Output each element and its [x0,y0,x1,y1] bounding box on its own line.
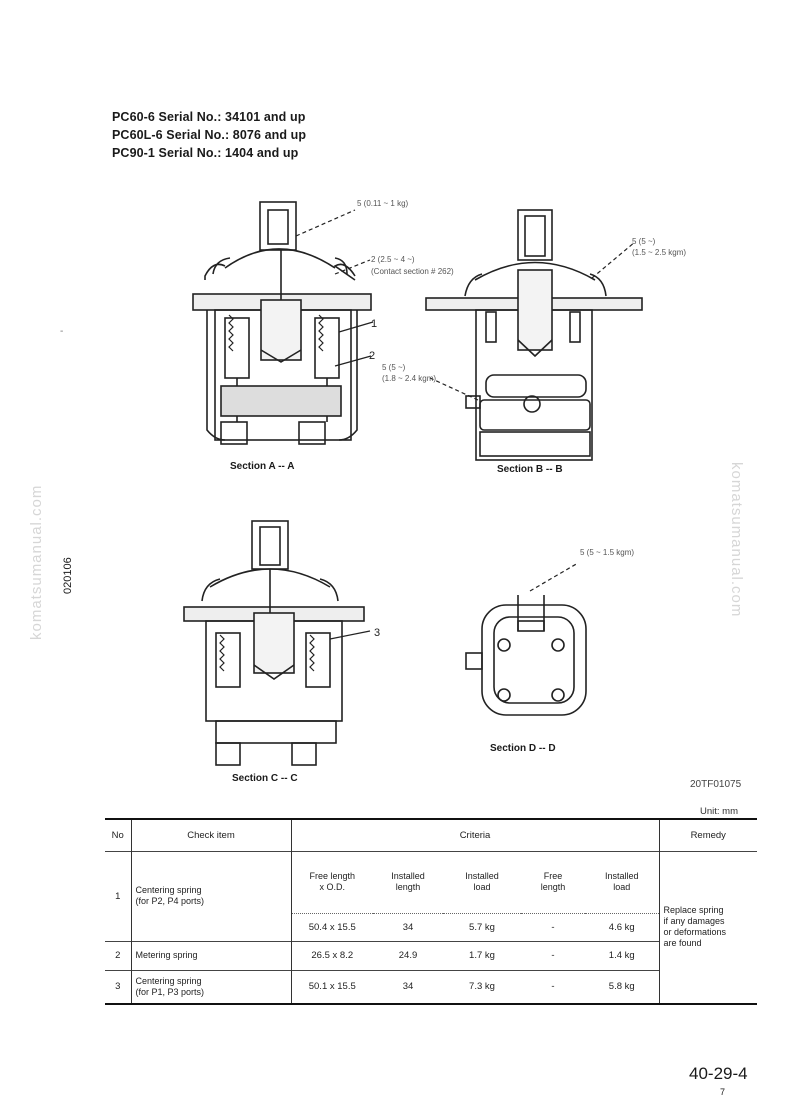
subheader-installed-length-1: Installed [391,871,425,881]
row-1-free-length-od: 50.4 x 15.5 [291,913,373,941]
subheader-installed-load-repair-1: Installed [604,871,639,881]
row-2-no: 2 [115,950,121,961]
header-check-item: Check item [131,819,291,851]
row-3-installed-load-repair: 5.8 kg [608,981,635,993]
header-remedy: Remedy [659,819,757,851]
section-b-note-side-2: (1.8 ~ 2.4 kgm) [382,374,437,383]
subheader-installed-length [373,851,443,913]
subheader-installed-length-2: length [395,882,421,892]
row-2-item: Metering spring [131,941,291,970]
remedy-line-2: if any damages [663,916,725,927]
row-1-item [131,851,291,941]
row-1-item-line-2: (for P2, P4 ports) [135,896,205,906]
row-3-installed-length: 34 [402,981,414,993]
row-2-installed-load-repair: 1.4 kg [608,950,635,961]
subheader-free-length [521,851,585,913]
section-b-caption: Section B -- B [497,464,563,475]
figure-reference: 20TF01075 [690,779,742,790]
row-2-free-length: - [551,950,555,961]
row-3-item-line-1: Centering spring [135,975,202,986]
callout-1: 1 [371,318,378,330]
page-sub-number: 7 [720,1087,726,1097]
section-b-note-side-1: 5 (5 ~) [382,363,406,372]
section-b-note-top-1: 5 (5 ~) [632,237,656,246]
row-3-free-length-od: 50.1 x 15.5 [291,970,373,1004]
subheader-free-length-od-2: x O.D. [319,882,345,892]
remedy-line-4: are found [663,938,702,949]
section-c-c-drawing [180,515,400,770]
remedy-cell [659,851,757,1004]
row-1-free-length: - [551,921,555,933]
row-1-installed-length: 34 [402,921,414,933]
header-line-pc60l-6: PC60L-6 Serial No.: 8076 and up [112,128,307,142]
subheader-installed-load-repair [585,851,659,913]
section-b-note-top-2: (1.5 ~ 2.5 kgm) [632,248,687,257]
section-d-note-top: 5 (5 ~ 1.5 kgm) [580,548,635,557]
subheader-installed-load [443,851,521,913]
row-3-no: 3 [115,981,121,993]
callout-3: 3 [374,627,381,639]
section-a-note-mid-1: 2 (2.5 ~ 4 ~) [371,255,415,264]
subheader-installed-load-repair-2: load [613,882,631,892]
document-number: 020106 [62,557,74,594]
row-1-installed-load: 5.7 kg [469,921,495,933]
row-3-item-line-2: (for P1, P3 ports) [135,986,205,997]
page-number: 40-29-4 [689,1064,748,1083]
subheader-free-length-od-1: Free length [309,871,356,881]
subheader-free-length-1: Free [543,871,563,881]
watermark-right: komatsumanual.com [728,462,745,618]
row-3-free-length: - [551,981,555,993]
header-line-pc90-1: PC90-1 Serial No.: 1404 and up [112,146,299,160]
section-d-caption: Section D -- D [490,743,556,754]
section-d-d-drawing [460,535,700,740]
header-line-pc60-6: PC60-6 Serial No.: 34101 and up [112,110,306,124]
row-3-item [131,970,291,1004]
remedy-line-1: Replace spring [663,905,724,916]
header-no: No [111,829,124,841]
watermark-left: komatsumanual.com [28,484,45,640]
section-a-note-mid-2: (Contact section # 262) [371,267,454,276]
unit-label: Unit: mm [700,806,738,817]
row-1-item-line-1: Centering spring [135,885,202,895]
section-a-caption: Section A -- A [230,461,295,472]
margin-mark: - [60,326,64,337]
row-3-installed-load: 7.3 kg [469,981,495,993]
subheader-installed-load-1: Installed [465,871,499,881]
model-serial-header [112,108,306,162]
row-1-no: 1 [115,890,121,902]
row-2-installed-load: 1.7 kg [469,950,495,961]
subheader-installed-load-2: load [473,882,491,892]
subheader-free-length-od [291,851,373,913]
row-2-free-length-od: 26.5 x 8.2 [291,941,373,970]
row-1-installed-load-repair: 4.6 kg [608,921,635,933]
header-criteria: Criteria [291,819,659,851]
remedy-line-3: or deformations [663,927,727,938]
row-2-installed-length: 24.9 [398,950,418,961]
callout-2: 2 [369,350,376,362]
subheader-free-length-2: length [540,882,566,892]
section-c-caption: Section C -- C [232,773,298,784]
spring-spec-table [105,818,757,1005]
section-a-note-top: 5 (0.11 ~ 1 kg) [357,199,409,208]
